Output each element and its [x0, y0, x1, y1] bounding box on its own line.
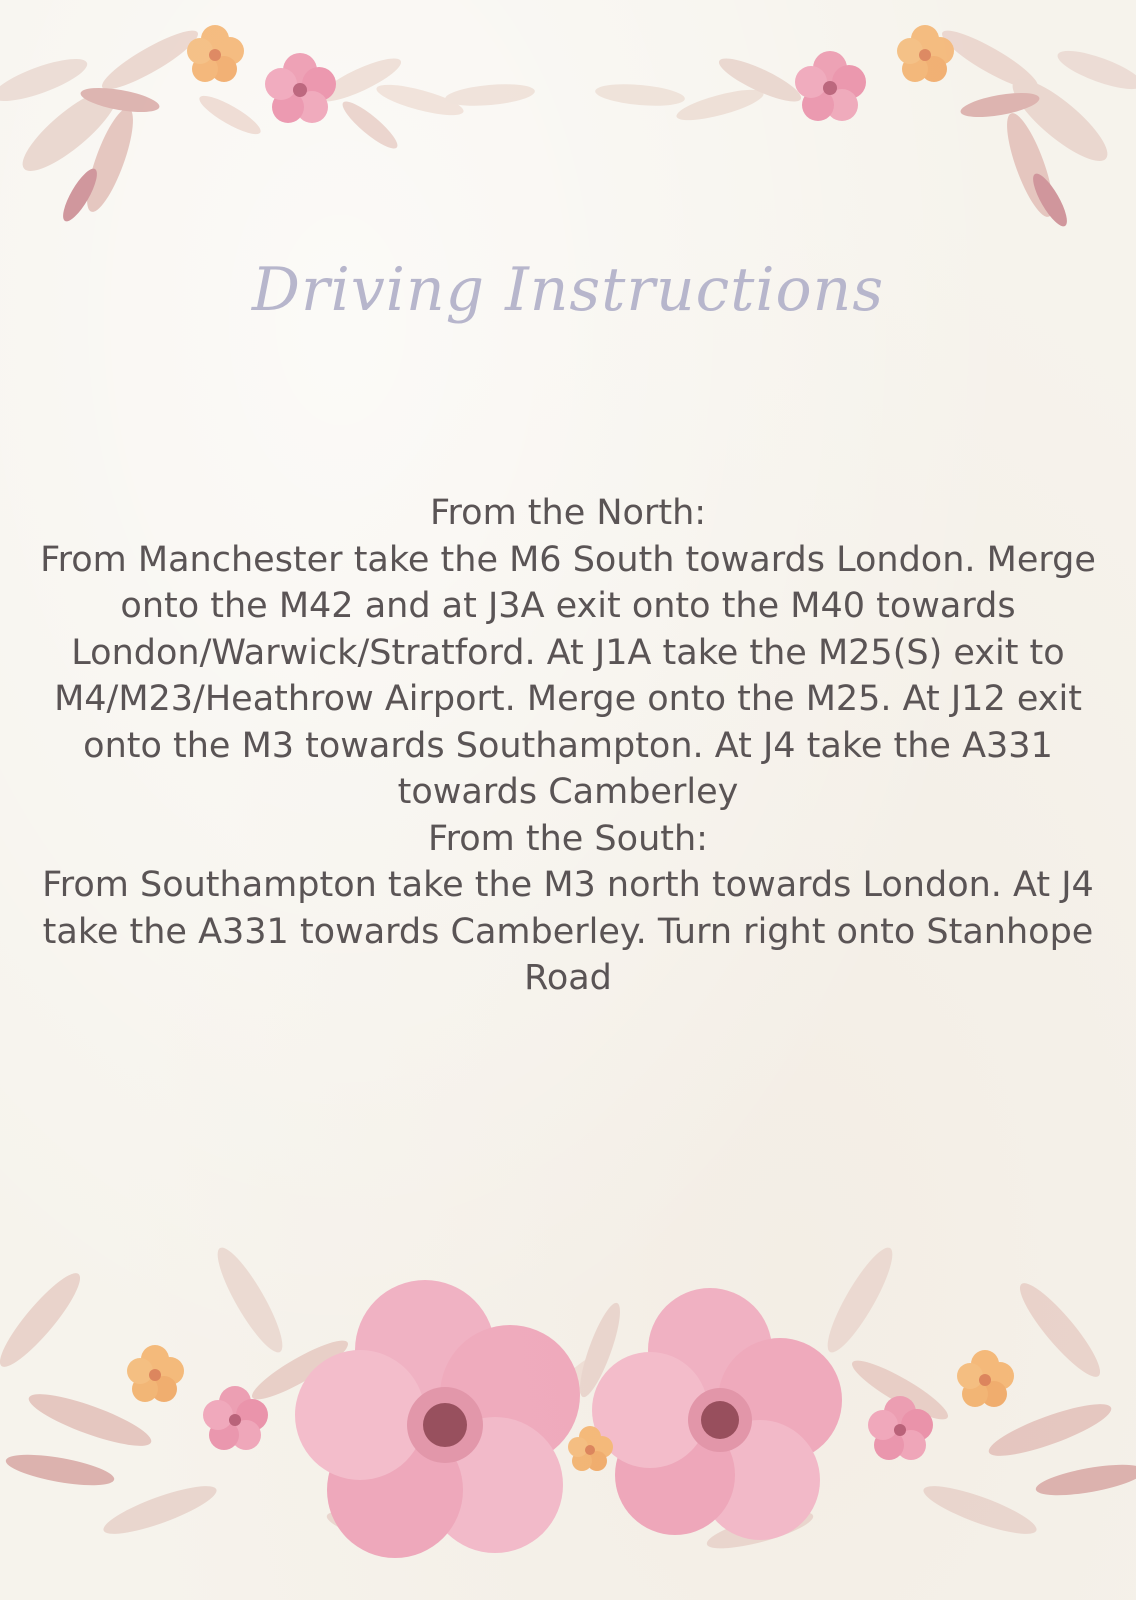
section-heading-south: From the South:: [428, 818, 708, 859]
top-floral-decoration: [0, 0, 1136, 230]
bottom-floral-decoration: [0, 1230, 1136, 1600]
instructions-block: [40, 490, 1096, 1002]
section-text-south: From Southampton take the M3 north towards London. At J4 take the A331 towards Camberley. Turn right onto Stanhope Road: [42, 865, 1094, 998]
section-heading-north: From the North:: [429, 493, 707, 533]
page-title: Driving Instructions: [251, 255, 885, 325]
section-text-north: From Manchester take the M6 South towards London. Merge onto the M42 and at J3A exit onto the M40 towards London/Warwick/Stratford. At J1A take the M25(S) exit to M4/M23/Heathrow Airport. Merge onto the M25. At J12 exit onto the M3 towards Southampton. At J4 take the A331 towards Camberley: [40, 539, 1096, 812]
